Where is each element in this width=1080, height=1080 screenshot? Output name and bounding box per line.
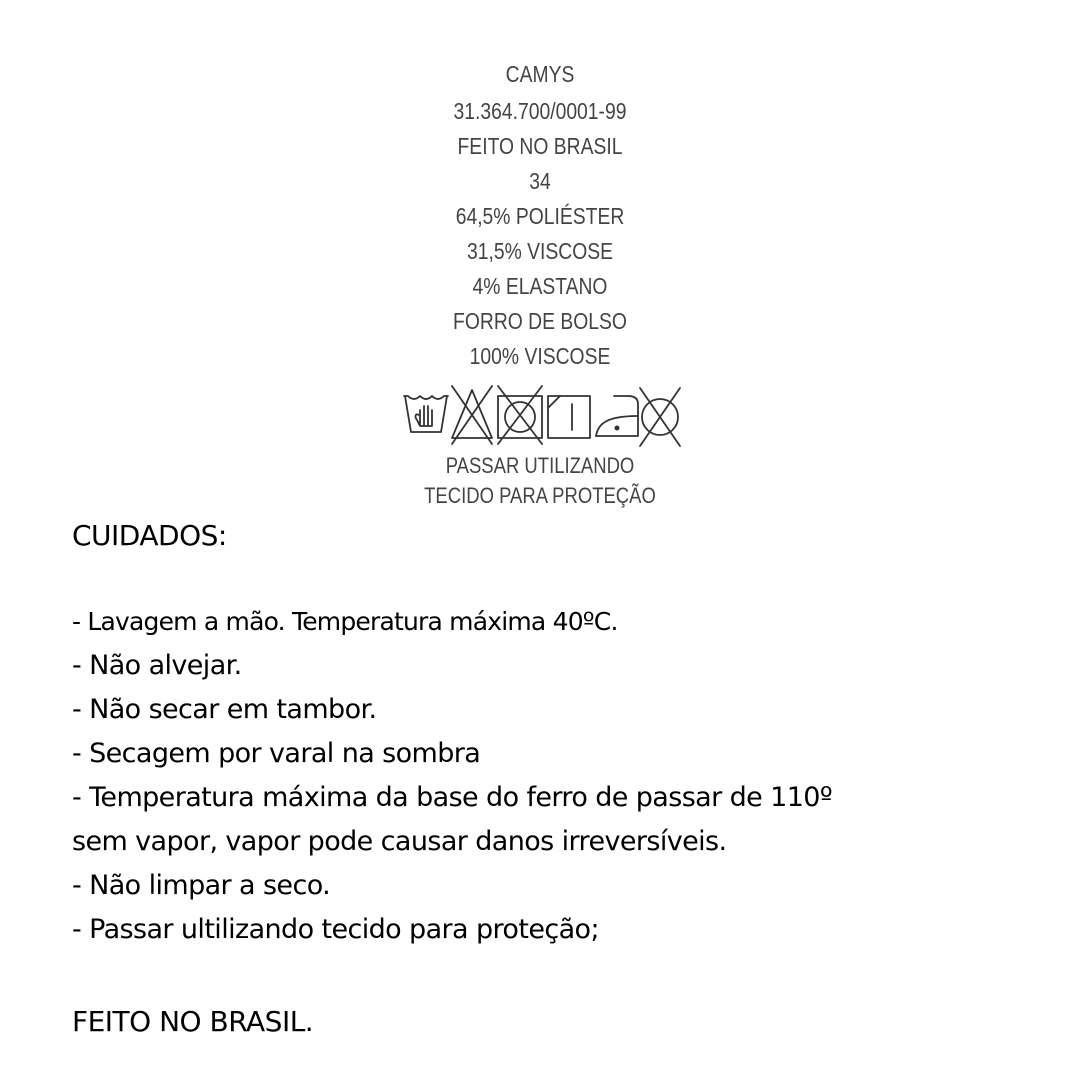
- origin-text: FEITO NO BRASIL: [457, 133, 623, 159]
- care-item-iron-temperature: - Temperatura máxima da base do ferro de passar de 110º: [72, 782, 832, 813]
- cnpj-number: 31.364.700/0001-99: [453, 98, 627, 124]
- garment-label: [0, 58, 1080, 374]
- lining-title: FORRO DE BOLSO: [453, 308, 627, 334]
- iron-note-line-1: PASSAR UTILIZANDO: [445, 453, 635, 478]
- iron-note-line-2: TECIDO PARA PROTEÇÃO: [424, 483, 656, 508]
- composition-viscose: 31,5% VISCOSE: [466, 238, 614, 264]
- care-list: [72, 600, 1062, 952]
- care-item-no-tumble-dry: - Não secar em tambor.: [72, 694, 377, 725]
- size-text: 34: [529, 168, 551, 194]
- composition-polyester: 64,5% POLIÉSTER: [455, 203, 625, 229]
- care-item-hand-wash: - Lavagem a mão. Temperatura máxima 40ºC.: [72, 607, 618, 636]
- brand-name: CAMYS: [505, 61, 575, 87]
- care-instructions: [72, 514, 1062, 1038]
- do-not-dry-clean-icon: [640, 388, 680, 446]
- hand-wash-icon: [404, 396, 448, 432]
- lining-composition: 100% VISCOSE: [469, 343, 611, 369]
- do-not-tumble-dry-icon: [498, 386, 542, 444]
- care-heading: CUIDADOS:: [72, 519, 227, 552]
- care-item-no-bleach: - Não alvejar.: [72, 650, 242, 681]
- do-not-bleach-icon: [452, 386, 492, 444]
- iron-low-temperature-icon: [596, 396, 638, 436]
- care-item-line-dry: - Secagem por varal na sombra: [72, 738, 481, 769]
- care-item-iron-temperature-cont: sem vapor, vapor pode causar danos irreversíveis.: [72, 826, 727, 857]
- iron-note: [0, 451, 1080, 511]
- line-dry-in-shade-icon: [548, 396, 590, 438]
- care-symbols: [402, 382, 684, 448]
- care-footer: FEITO NO BRASIL.: [72, 1005, 314, 1038]
- care-item-iron-protection: - Passar ultilizando tecido para proteção;: [72, 914, 599, 945]
- composition-elastane: 4% ELASTANO: [472, 273, 608, 299]
- care-item-no-dry-clean: - Não limpar a seco.: [72, 870, 331, 901]
